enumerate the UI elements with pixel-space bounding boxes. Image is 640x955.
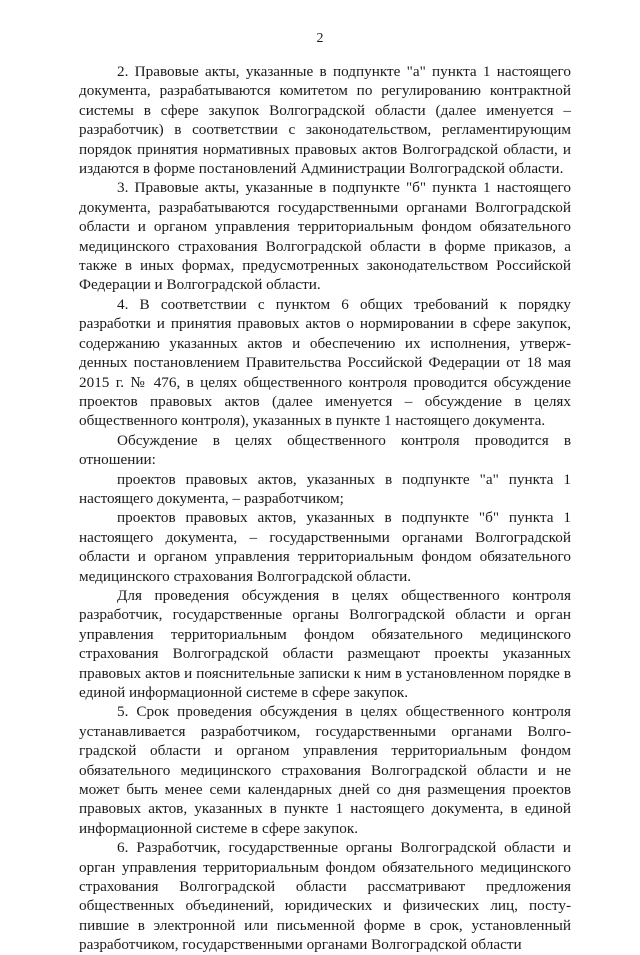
paragraph-discussion-intro: Обсуждение в целях общественного контроля проводится в отношении: <box>79 431 571 469</box>
paragraph-item-a: проектов правовых актов, указанных в подпункте "а" пункта 1 настоящего документа, – разработчиком; <box>79 470 571 507</box>
paragraph-item-b: проектов правовых актов, указанных в подпункте "б" пункта 1 настоящего документа, – государственными органами Волгоградской области и органом управления территориальным фондом обязательного медицинского страхования Волгоградской области. <box>79 509 571 585</box>
paragraph-6: 6. Разработчик, государственные органы Волгоградской области и орган управления территориальным фондом обязательного медицинского страхования Волгоградской области рассматривают предложения общественных объединений, юридических и физических лиц, поступившие в электронной или письменной форме в срок, установленный разработчиком, государственными органами Волгоградской области <box>79 839 571 954</box>
paragraph-3: 3. Правовые акты, указанные в подпункте "б" пункта 1 настоящего документа, разрабатываются государственными органами Волгоградской области и органом управления территориальным фондом обязательного медицинского страхования Волгоградской области в форме приказов, а также в иных формах, предусмотренных законодательством Российской Федерации и Волгоградской области. <box>79 179 571 294</box>
page-number: 2 <box>316 31 324 46</box>
paragraph-4: 4. В соответствии с пунктом 6 общих требований к порядку разработки и принятия правовых актов о нормировании в сфере закупок, содержанию указанных актов и обеспечению их исполнения, утвержденных постановлением Правительства Российской Федерации от 18 мая 2015 г. № 476, в целях общественного контроля проводится обсуждение проектов правовых актов (далее именуется – обсуждение в целях общественного контроля), указанных в пункте 1 настоящего документа. <box>79 295 571 430</box>
paragraph-publication: Для проведения обсуждения в целях общественного контроля разработчик, государственные органы Волгоградской области и орган управления территориальным фондом обязательного медицинского страхования Волгоградской области размещают проекты указанных правовых актов и пояснительные записки к ним в установленном порядке в единой информационной системе в сфере закупок. <box>79 586 571 701</box>
paragraph-2: 2. Правовые акты, указанные в подпункте "а" пункта 1 настоящего документа, разрабатываются комитетом по регулированию контрактной системы в сфере закупок Волгоградской области (далее именуется – разработчик) в соответствии с законодательством, регламентирующим порядок принятия нормативных правовых актов Волгоградской области, и издаются в форме постановлений Администрации Волгоградской области. <box>79 63 571 178</box>
paragraph-5: 5. Срок проведения обсуждения в целях общественного контроля устанавливается разработчиком, государственными органами Волгоградской области и органом управления территориальным фондом обязательного медицинского страхования Волгоградской области и не может быть менее семи календарных дней со дня размещения проектов правовых актов, указанных в пункте 1 настоящего документа, в единой информационной системе в сфере закупок. <box>79 703 571 837</box>
document-body <box>79 62 571 955</box>
